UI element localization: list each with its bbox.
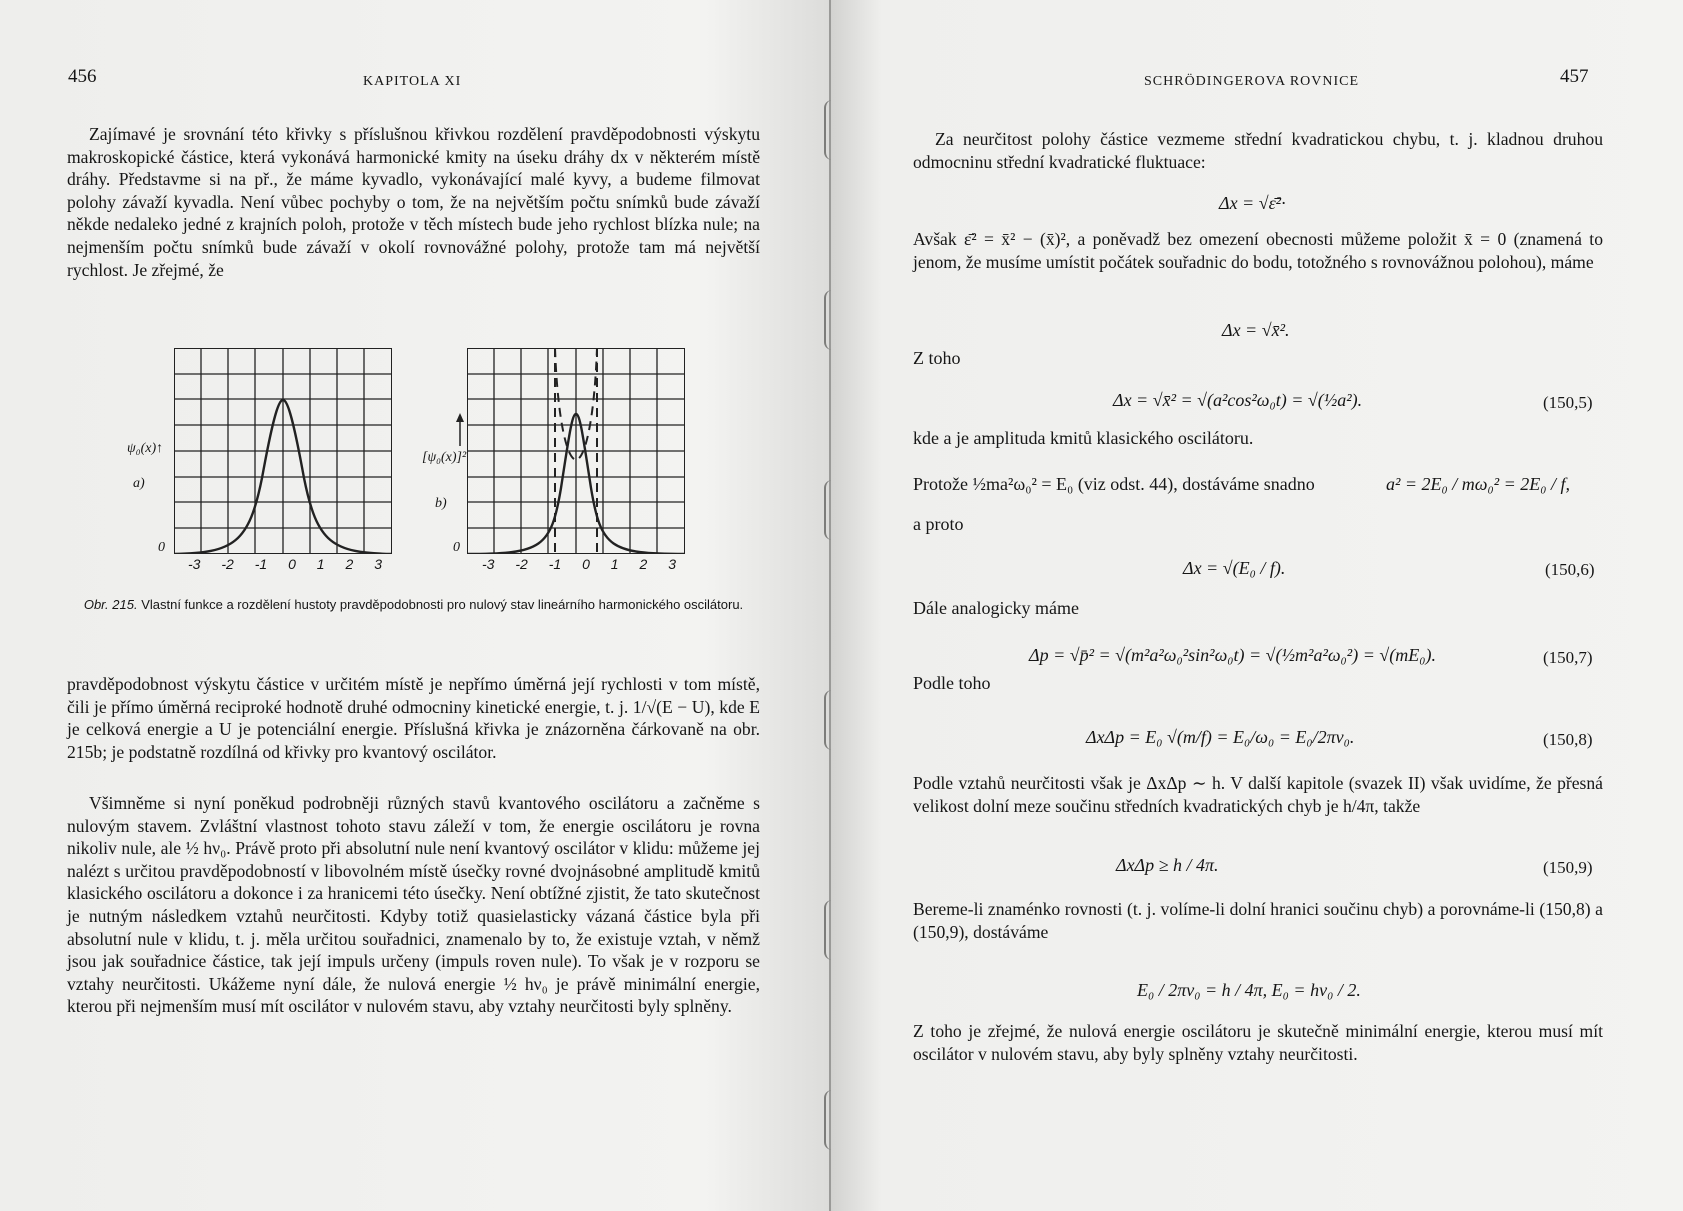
plot-b-x-ticks: [482, 556, 676, 572]
plot-b-origin: 0: [453, 540, 460, 555]
equation-10: E₀ / 2πν₀ = h / 4π, E₀ = hν₀ / 2.: [1137, 980, 1361, 1000]
equation-number-150-5: (150,5): [1543, 393, 1593, 412]
plot-a-panel-label: a): [133, 476, 145, 491]
tick-label: 1: [316, 556, 325, 572]
plot-a-y-label: ψ₀(x)↑: [127, 441, 164, 456]
figure-215a: [174, 348, 392, 554]
equation-number-150-8: (150,8): [1543, 730, 1593, 749]
tick-label: 0: [288, 556, 296, 572]
right-text-6: Dále analogicky máme: [913, 598, 1079, 618]
equation-number-150-9: (150,9): [1543, 858, 1593, 877]
equation-number-150-7: (150,7): [1543, 648, 1593, 667]
plot-a-x-ticks: [188, 556, 382, 572]
right-text-7: Podle toho: [913, 673, 991, 693]
right-text-4: kde a je amplituda kmitů klasického oscilátoru.: [913, 428, 1254, 448]
running-head-left: KAPITOLA XI: [363, 74, 462, 89]
equation-2: Δx = √x̄².: [1222, 320, 1290, 340]
caption-number: Obr. 215.: [83, 597, 138, 612]
left-paragraph-1: Zajímavé je srovnání této křivky s příslušnou křivkou rozdělení pravděpodobnosti výskytu makroskopické částice, která vykonává harmonické kmity na úseku dráhy dx v některém místě dráhy. Představme si na př., že máme kyvadlo, vykonávající malé kyvy, a budeme filmovat polohy závaží kyvadla. Není vůbec pochyby o tom, že na největším počtu snímků bude závaží někde nedaleko jedné z krajních poloh, protože v těch místech bude jeho rychlost blízka nule; na nejmenším počtu snímků bude závaží v okolí rovnovážné polohy, protože tam má největší rychlost. Je zřejmé, že: [67, 124, 760, 280]
right-text-3: Z toho: [913, 348, 961, 368]
right-text-5a: Protože ½ma²ω₀² = E₀ (viz odst. 44), dostáváme snadno: [913, 474, 1315, 494]
tick-label: -3: [188, 556, 201, 572]
tick-label: 3: [374, 556, 382, 572]
tick-label: 3: [668, 556, 676, 572]
left-page: [0, 0, 831, 1211]
plot-b-y-label: [ψ₀(x)]²: [422, 450, 467, 465]
tick-label: 0: [582, 556, 590, 572]
figure-215b: [467, 348, 685, 554]
right-text-2: Avšak ε̄² = x̄² − (x̄)², a poněvadž bez omezení obecnosti můžeme položit x̄ = 0 (znamená to jenom, že musíme umístit počátek souřadnic do bodu, totožného s rovnovážnou polohou), máme: [913, 229, 1603, 272]
page-number-left: 456: [68, 66, 97, 87]
equation-6: Δx = √(E₀ / f).: [1183, 558, 1286, 578]
right-page: [831, 0, 1683, 1211]
tick-label: 1: [610, 556, 619, 572]
right-intro: Za neurčitost polohy částice vezmeme střední kvadratickou chybu, t. j. kladnou druhou odmocninu střední kvadratické fluktuace:: [913, 129, 1603, 172]
equation-number-150-6: (150,6): [1545, 560, 1595, 579]
tick-label: -1: [254, 556, 268, 572]
figure-caption: [66, 596, 761, 613]
tick-label: 2: [639, 556, 648, 572]
caption-text: Vlastní funkce a rozdělení hustoty pravděpodobnosti pro nulový stav lineárního harmonického oscilátoru.: [141, 597, 744, 612]
equation-8: ΔxΔp = E₀ √(m/f) = E₀/ω₀ = E₀/2πν₀.: [1086, 727, 1355, 747]
tick-label: -2: [515, 556, 528, 572]
tick-label: -1: [548, 556, 562, 572]
page-number-right: 457: [1560, 66, 1589, 87]
plot-a-origin: 0: [158, 540, 165, 555]
running-head-right: SCHRÖDINGEROVA ROVNICE: [1144, 74, 1360, 89]
right-text-10: Z toho je zřejmé, že nulová energie oscilátoru je skutečně minimální energie, kterou musí mít oscilátor v nulovém stavu, aby byly splněny vztahy neurčitosti.: [913, 1021, 1603, 1064]
tick-label: -2: [221, 556, 234, 572]
equation-3: Δx = √x̄² = √(a²cos²ω₀t) = √(½a²).: [1113, 390, 1363, 410]
tick-label: 2: [345, 556, 354, 572]
arrow-up-icon: [455, 412, 465, 446]
left-paragraph-3: Všimněme si nyní poněkud podrobněji různých stavů kvantového oscilátoru a začněme s nulovým stavem. Zvláštní vlastnost tohoto stavu záleží v tom, že energie oscilátoru je rovna nikoliv nule, ale ½ hν₀. Právě proto při absolutní nule není kvantový oscilátor v klidu: můžeme jej nalézt s určitou pravděpodobností v libovolném místě úsečky rovné dvojnásobné amplitudě kmitů klasického oscilátoru a dokonce i za hranicemi této úsečky. Není obtížné zjistit, že tato skutečnost je nutným následkem vztahů neurčitosti. Kdyby totiž quasielasticky vázaná částice byla při absolutní nule v klidu, t. j. měla určitou souřadnici, znamenalo by to, že existuje vztah, v němž jsou jak souřadnice částice, tak její impuls určeny (impuls roven nule). To však je v rozporu se vztahy neurčitosti. Ukážeme nyní dále, že nulová energie ½ hν₀ je právě minimální energie, kterou při nejmenším musí mít oscilátor v nulovém stavu, aby vztahy neurčitosti byly splněny.: [67, 793, 760, 1017]
equation-5: a² = 2E₀ / mω₀² = 2E₀ / f,: [1386, 474, 1571, 494]
tick-label: -3: [482, 556, 495, 572]
equation-1: Δx = √ε̄²·: [1219, 193, 1286, 213]
plot-b-panel-label: b): [435, 496, 447, 511]
right-text-5b: a proto: [913, 514, 964, 534]
right-text-8: Podle vztahů neurčitosti však je ΔxΔp ∼ h. V další kapitole (svazek II) však uvidíme, že přesná velikost dolní meze součinu středních kvadratických chyb je h/4π, takže: [913, 773, 1603, 816]
right-text-9: Bereme-li znaménko rovnosti (t. j. volíme-li dolní hranici součinu chyb) a porovnáme-li (150,8) a (150,9), dostáváme: [913, 899, 1603, 942]
equation-7: Δp = √p̄² = √(m²a²ω₀²sin²ω₀t) = √(½m²a²ω₀²) = √(mE₀).: [1029, 645, 1436, 665]
left-paragraph-2: pravděpodobnost výskytu částice v určitém místě je nepřímo úměrná její rychlosti v tom místě, čili je přímo úměrná reciproké hodnotě druhé odmocniny kinetické energie, t. j. 1/√(E − U), kde E je celková energie a U je potenciální energie. Příslušná křivka je znázorněna čárkovaně na obr. 215b; je podstatně rozdílná od křivky pro kvantový oscilátor.: [67, 674, 760, 762]
equation-9: ΔxΔp ≥ h / 4π.: [1116, 855, 1219, 875]
